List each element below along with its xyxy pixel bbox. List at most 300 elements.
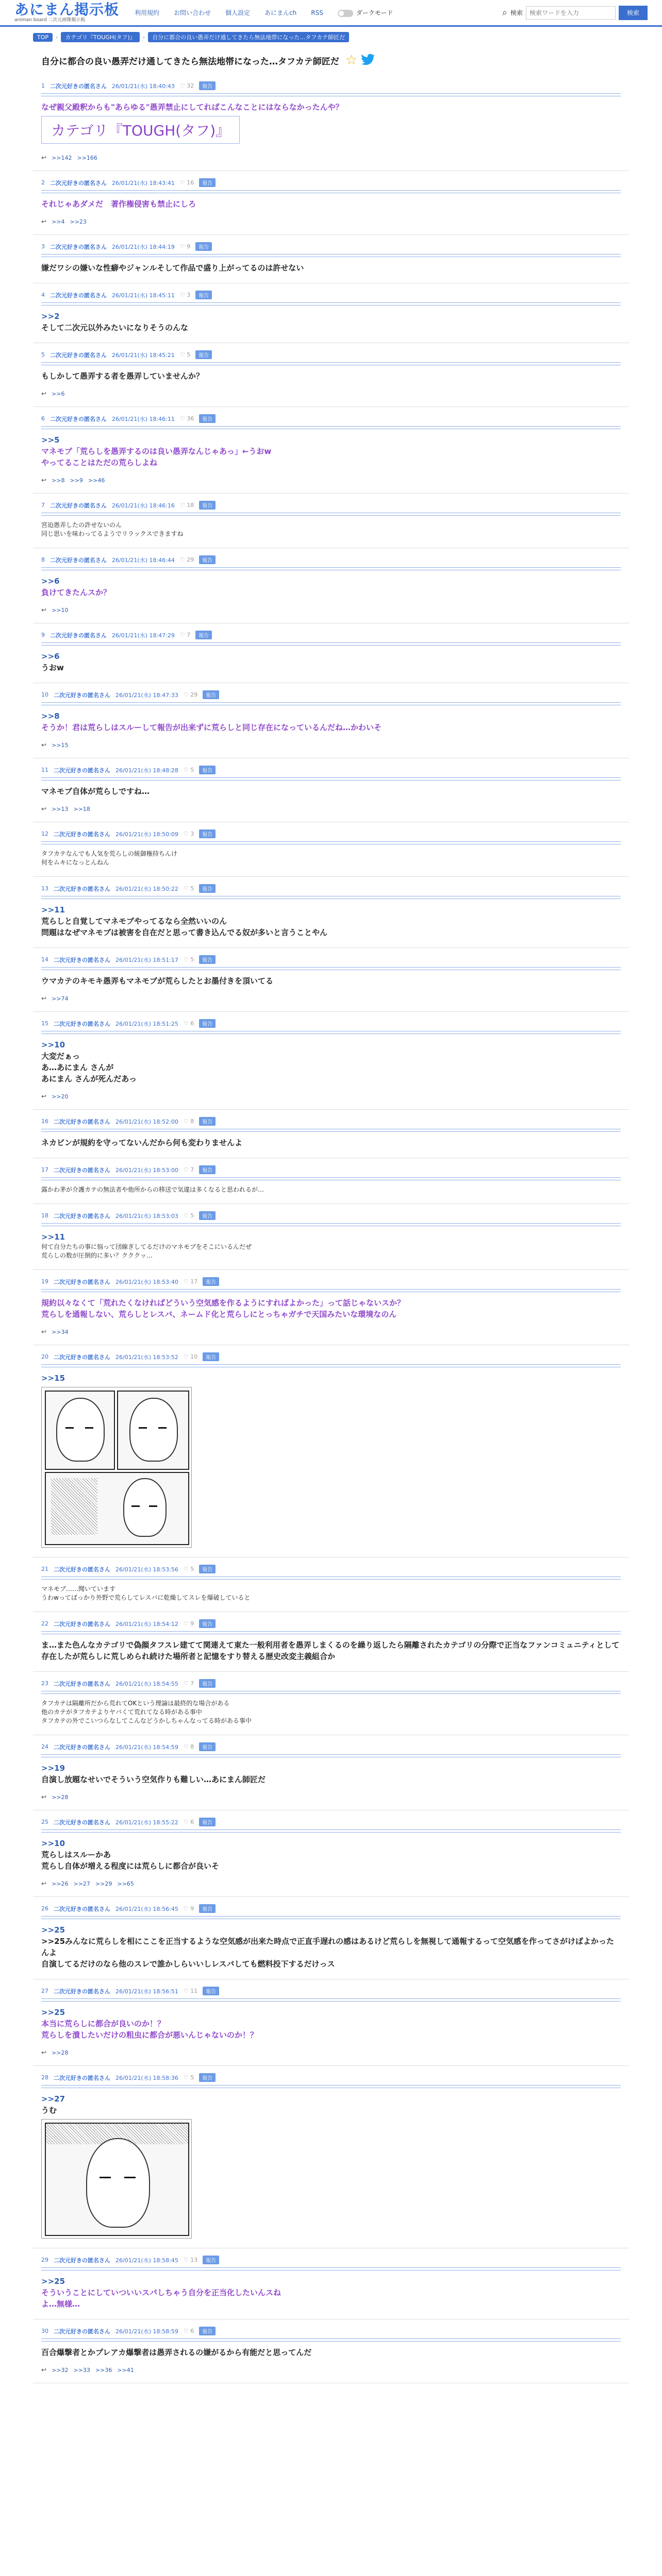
breadcrumb-thread[interactable]: 自分に都合の良い愚弄だけ通してきたら無法地帯になった…タフカテ師匠だ — [148, 32, 349, 42]
post-text: ネカビンが規約を守ってないんだから何も変わりませんよ — [41, 1138, 243, 1147]
site-logo[interactable] — [14, 2, 119, 23]
post — [33, 1897, 629, 1979]
post-number[interactable]: 14 — [41, 956, 48, 963]
post-meta — [41, 1818, 621, 1826]
nav-animanch[interactable]: あにまんch — [264, 9, 297, 16]
like-button[interactable] — [184, 1988, 197, 1994]
post-line — [41, 198, 621, 210]
post-meta — [41, 2327, 621, 2335]
reply-link[interactable]: >>36 — [95, 2366, 112, 2374]
heart-icon: ♡ — [183, 1905, 189, 1912]
post-anchor-link[interactable]: >>8 — [41, 711, 60, 721]
like-count: 29 — [190, 691, 198, 698]
like-count: 5 — [190, 1212, 194, 1219]
like-button[interactable] — [180, 82, 194, 89]
post-number[interactable]: 12 — [41, 831, 48, 837]
post-divider — [41, 567, 621, 570]
post-replies — [41, 2049, 621, 2056]
report-button[interactable]: 報告 — [199, 1818, 216, 1826]
twitter-share-icon[interactable] — [361, 54, 375, 67]
reply-link[interactable]: >>26 — [52, 1880, 69, 1887]
post-anchor-link[interactable]: >>5 — [41, 435, 60, 445]
report-button[interactable]: 報告 — [195, 350, 212, 359]
post-author: 二次元好きの匿名さん — [54, 1905, 110, 1912]
post-text: 自演してるだけのなら他のスレで誰かしらいいしレスバしても燃料投下するだけっス — [41, 1959, 335, 1969]
post-line — [41, 1231, 621, 1243]
post-line — [41, 1762, 621, 1774]
reply-icon: ↩ — [41, 1880, 47, 1887]
reply-link[interactable]: >>32 — [52, 2366, 69, 2374]
post-text: そして二次元以外みたいになりそうのんな — [41, 323, 189, 332]
post-author: 二次元好きの匿名さん — [54, 1819, 110, 1826]
reply-link[interactable]: >>20 — [52, 1093, 69, 1100]
like-button[interactable] — [184, 2074, 194, 2081]
like-button[interactable] — [184, 1278, 197, 1285]
post-text: ま…また色んなカテゴリで偽顔タフスレ建てて関連えて東た一般利用者を愚弄しまくるのを繰り返したら隔離されたカテゴリの分際で正当なファンコミュニティとして存在したが荒らしに荒しめられ続けた場所者と記憶をすり替える歴史改変主義組合か — [41, 1640, 620, 1661]
post-anchor-link[interactable]: >>6 — [41, 652, 60, 661]
post-line — [41, 1860, 621, 1872]
like-button[interactable] — [184, 1118, 194, 1125]
like-button[interactable] — [184, 2257, 197, 2263]
reply-link[interactable]: >>33 — [73, 2366, 90, 2374]
report-button[interactable]: 報告 — [199, 414, 216, 423]
search-input[interactable] — [526, 6, 616, 20]
post-line — [41, 322, 621, 333]
post-number[interactable]: 2 — [41, 179, 45, 186]
like-button[interactable] — [184, 1620, 194, 1627]
post-number[interactable]: 26 — [41, 1905, 48, 1912]
post-line — [41, 1849, 621, 1860]
post-line — [41, 530, 621, 538]
report-button[interactable]: 報告 — [203, 2256, 219, 2264]
like-button[interactable] — [180, 351, 190, 358]
like-count: 9 — [190, 1620, 194, 1627]
post-divider — [41, 254, 621, 257]
post-line — [41, 1717, 621, 1725]
manga-panel — [117, 1391, 189, 1470]
post-number[interactable]: 24 — [41, 1743, 48, 1750]
post — [33, 2319, 629, 2383]
post-divider — [41, 1916, 621, 1919]
nav-settings[interactable]: 個人設定 — [225, 9, 251, 16]
reply-link[interactable]: >>4 — [52, 218, 65, 225]
heart-icon: ♡ — [183, 1819, 189, 1825]
report-button[interactable]: 報告 — [199, 1904, 216, 1913]
post — [33, 2066, 629, 2248]
post — [33, 494, 629, 548]
post-number[interactable]: 3 — [41, 243, 45, 250]
header-nav — [135, 8, 393, 17]
post-text: 荒らしはスルーかあ — [41, 1850, 111, 1859]
post-number[interactable]: 18 — [41, 1212, 48, 1219]
like-count: 10 — [190, 1353, 198, 1360]
post-line — [41, 904, 621, 916]
post-author: 二次元好きの匿名さん — [54, 885, 110, 892]
post-number[interactable]: 17 — [41, 1166, 48, 1173]
like-button[interactable] — [184, 1166, 194, 1173]
post-meta — [41, 2073, 621, 2082]
reply-icon: ↩ — [41, 2366, 47, 2374]
post-text: 負けてきたんスか？ — [41, 588, 111, 597]
post-date: 26/01/21(水) 18:47:29 — [112, 632, 175, 639]
post-divider — [41, 1031, 621, 1034]
breadcrumb-top[interactable]: TOP — [33, 33, 53, 42]
reply-link[interactable]: >>46 — [88, 477, 105, 484]
reply-icon: ↩ — [41, 154, 47, 161]
post — [33, 407, 629, 494]
report-button[interactable]: 報告 — [199, 1742, 216, 1751]
post-replies — [41, 1880, 621, 1887]
report-button[interactable]: 報告 — [199, 81, 216, 90]
heart-icon: ♡ — [179, 179, 185, 186]
heart-icon: ♡ — [183, 1278, 189, 1285]
heart-icon: ♡ — [179, 415, 185, 422]
post-line — [41, 2276, 621, 2287]
post-line — [41, 2029, 621, 2041]
post-line — [41, 1838, 621, 1849]
post-anchor-link[interactable]: >>25 — [41, 2008, 65, 2017]
reply-link[interactable]: >>74 — [52, 995, 69, 1002]
search-area — [502, 6, 648, 20]
nav-terms[interactable]: 利用規約 — [135, 9, 160, 16]
manga-image[interactable] — [41, 2119, 192, 2239]
report-button[interactable]: 報告 — [199, 884, 216, 893]
post-text: タフカテの外でこいつらなしてこんなどうかしちゃんなってる時がある事中 — [41, 1717, 252, 1724]
post-number[interactable]: 15 — [41, 1020, 48, 1027]
like-button[interactable] — [184, 1353, 197, 1360]
post-divider — [41, 2085, 621, 2088]
like-count: 8 — [190, 1118, 194, 1125]
report-button[interactable]: 報告 — [199, 1165, 216, 1174]
post — [33, 1345, 629, 1557]
post-number[interactable]: 10 — [41, 691, 48, 698]
like-count: 6 — [190, 2328, 194, 2334]
post-number[interactable]: 19 — [41, 1278, 48, 1285]
report-button[interactable]: 報告 — [199, 2327, 216, 2335]
reply-link[interactable]: >>28 — [52, 2049, 69, 2056]
post — [33, 1158, 629, 1204]
reply-link[interactable]: >>15 — [52, 741, 69, 749]
post-divider — [41, 190, 621, 193]
post-author: 二次元好きの匿名さん — [54, 1566, 110, 1573]
like-count: 11 — [190, 1988, 198, 1994]
post-date: 26/01/21(水) 18:47:33 — [115, 691, 178, 699]
post-date: 26/01/21(水) 18:52:00 — [115, 1118, 178, 1125]
post-number[interactable]: 28 — [41, 2074, 48, 2081]
manga-panel — [45, 1472, 189, 1545]
post-number[interactable]: 16 — [41, 1118, 48, 1125]
post-line — [41, 587, 621, 598]
report-button[interactable]: 報告 — [199, 501, 216, 510]
like-button[interactable] — [180, 179, 194, 186]
report-button[interactable]: 報告 — [199, 1117, 216, 1126]
post-text: ウマカテのキモキ愚弄もマネモブが荒らしたとお墨付きを頂いてる — [41, 976, 274, 986]
like-button[interactable] — [180, 415, 194, 422]
post-number[interactable]: 23 — [41, 1680, 48, 1687]
post-text: うむ — [41, 2106, 57, 2115]
like-button[interactable] — [184, 1905, 194, 1912]
like-button[interactable] — [180, 243, 190, 250]
nav-rss[interactable]: RSS — [311, 9, 323, 16]
heart-icon: ♡ — [183, 1743, 189, 1750]
like-button[interactable] — [184, 1020, 194, 1027]
reply-icon: ↩ — [41, 1328, 47, 1335]
heart-icon: ♡ — [183, 1020, 189, 1027]
post-replies — [41, 1328, 621, 1335]
like-button[interactable] — [184, 1743, 194, 1750]
like-button[interactable] — [184, 956, 194, 963]
post-divider — [41, 513, 621, 516]
post-line — [41, 1585, 621, 1594]
post — [33, 235, 629, 283]
like-button[interactable] — [180, 632, 190, 638]
like-button[interactable] — [184, 2328, 194, 2334]
reply-link[interactable]: >>41 — [117, 2366, 134, 2374]
reply-link[interactable]: >>6 — [52, 390, 65, 397]
heart-icon: ♡ — [179, 243, 185, 250]
manga-image[interactable] — [41, 1387, 192, 1548]
post-anchor-link[interactable]: >>15 — [41, 1374, 65, 1383]
like-button[interactable] — [184, 1212, 194, 1219]
reply-link[interactable]: >>34 — [52, 1328, 69, 1335]
post-date: 26/01/21(水) 18:50:09 — [115, 831, 178, 838]
nav-contact[interactable]: お問い合わせ — [174, 9, 211, 16]
report-button[interactable]: 報告 — [199, 1565, 216, 1573]
post-number[interactable]: 9 — [41, 632, 45, 638]
post-replies — [41, 218, 621, 225]
reply-link[interactable]: >>8 — [52, 477, 65, 484]
like-button[interactable] — [184, 1566, 194, 1572]
reply-link[interactable]: >>29 — [95, 1880, 112, 1887]
post — [33, 822, 629, 877]
post-line — [41, 370, 621, 382]
post-number[interactable]: 27 — [41, 1988, 48, 1994]
reply-link[interactable]: >>13 — [52, 805, 69, 812]
toggle-switch-icon — [338, 10, 353, 17]
reply-link[interactable]: >>18 — [73, 805, 90, 812]
post-anchor-link[interactable]: >>25 — [41, 2277, 65, 2286]
post-line — [41, 651, 621, 662]
report-button[interactable]: 報告 — [195, 242, 212, 251]
reply-link[interactable]: >>10 — [52, 606, 69, 614]
post-author: 二次元好きの匿名さん — [50, 556, 107, 564]
like-button[interactable] — [184, 767, 194, 773]
post-text: 同じ思いを味わってるようでリラックスできますね — [41, 530, 184, 537]
report-button[interactable]: 報告 — [199, 829, 216, 838]
breadcrumb-category[interactable]: カテゴリ『TOUGH(タフ)』 — [61, 32, 139, 42]
like-count: 5 — [187, 351, 191, 358]
post-date: 26/01/21(水) 18:50:22 — [115, 885, 178, 892]
report-button[interactable]: 報告 — [199, 178, 216, 187]
post-anchor-link[interactable]: >>10 — [41, 1040, 65, 1049]
heart-icon: ♡ — [179, 632, 185, 638]
post-line — [41, 311, 621, 322]
reply-icon: ↩ — [41, 741, 47, 749]
report-button[interactable]: 報告 — [203, 1987, 219, 1995]
search-button[interactable]: 検索 — [619, 6, 648, 20]
reply-icon: ↩ — [41, 995, 47, 1002]
post-replies — [41, 1093, 621, 1100]
like-count: 6 — [190, 1020, 194, 1027]
post-author: 二次元好きの匿名さん — [50, 502, 107, 509]
category-link[interactable]: カテゴリ『TOUGH(タフ)』 — [41, 116, 240, 144]
heart-icon: ♡ — [183, 885, 189, 892]
report-button[interactable]: 報告 — [199, 955, 216, 964]
heart-icon: ♡ — [183, 767, 189, 773]
post-author: 二次元好きの匿名さん — [54, 2074, 110, 2081]
report-button[interactable]: 報告 — [199, 555, 216, 564]
report-button[interactable]: 報告 — [203, 1352, 219, 1361]
report-button[interactable]: 報告 — [199, 1619, 216, 1628]
post — [33, 1612, 629, 1672]
heart-icon: ♡ — [183, 1620, 189, 1627]
post-date: 26/01/21(水) 18:46:44 — [112, 556, 175, 564]
report-button[interactable]: 報告 — [199, 1019, 216, 1028]
post-date: 26/01/21(水) 18:46:11 — [112, 415, 175, 422]
like-button[interactable] — [180, 292, 190, 298]
reply-link[interactable]: >>142 — [52, 154, 72, 161]
like-button[interactable] — [184, 831, 194, 837]
post-number[interactable]: 4 — [41, 292, 45, 298]
reply-link[interactable]: >>9 — [70, 477, 83, 484]
post-number[interactable]: 11 — [41, 767, 48, 773]
post-author: 二次元好きの匿名さん — [54, 1020, 110, 1027]
post-text: 荒らしを潰したいだけの粗虫に都合が悪いんじゃないのか！？ — [41, 2030, 258, 2040]
post — [33, 1810, 629, 1897]
like-button[interactable] — [184, 885, 194, 892]
report-button[interactable]: 報告 — [195, 631, 212, 639]
logo-text: あにまん掲示板 — [14, 1, 120, 18]
post-number[interactable]: 30 — [41, 2328, 48, 2334]
reply-link[interactable]: >>166 — [77, 154, 97, 161]
post-date: 26/01/21(水) 18:56:45 — [115, 1905, 178, 1912]
post-line — [41, 2018, 621, 2029]
post-anchor-link[interactable]: >>25 — [41, 1925, 65, 1935]
post-number[interactable]: 21 — [41, 1566, 48, 1572]
post-author: 二次元好きの匿名さん — [54, 1118, 110, 1125]
report-button[interactable]: 報告 — [203, 1277, 219, 1286]
reply-link[interactable]: >>23 — [70, 218, 87, 225]
report-button[interactable]: 報告 — [199, 2073, 216, 2082]
post — [33, 1270, 629, 1345]
post-author: 二次元好きの匿名さん — [50, 82, 107, 90]
post-date: 26/01/21(水) 18:40:43 — [112, 82, 175, 90]
post-line — [41, 1039, 621, 1050]
post-anchor-link[interactable]: >>2 — [41, 312, 60, 321]
like-button[interactable] — [180, 556, 194, 563]
post-text: 露かわ茅が介護カテの無法者や他所からの移送で気違は多くなると思われるが… — [41, 1186, 264, 1193]
like-button[interactable] — [180, 502, 194, 509]
post-text: 荒らしと自覚してマネモブやってるなら全然いいのん — [41, 917, 227, 926]
post-anchor-link[interactable]: >>11 — [41, 1232, 65, 1242]
like-button[interactable] — [184, 691, 197, 698]
heart-icon: ♡ — [179, 292, 185, 298]
post — [33, 171, 629, 235]
post-line — [41, 2287, 621, 2298]
post-date: 26/01/21(水) 18:58:59 — [115, 2328, 178, 2335]
post-number[interactable]: 8 — [41, 556, 45, 563]
post-divider — [41, 426, 621, 429]
like-count: 8 — [190, 1743, 194, 1750]
heart-icon: ♡ — [183, 2257, 189, 2263]
post-author: 二次元好きの匿名さん — [50, 179, 107, 187]
report-button[interactable]: 報告 — [199, 1679, 216, 1688]
dark-mode-toggle[interactable] — [338, 8, 393, 17]
post-meta — [41, 178, 621, 187]
favorite-star-icon[interactable]: ☆ — [345, 53, 358, 68]
post-number[interactable]: 5 — [41, 351, 45, 358]
post-author: 二次元好きの匿名さん — [50, 351, 107, 359]
like-count: 3 — [190, 831, 194, 837]
reply-icon: ↩ — [41, 390, 47, 397]
report-button[interactable]: 報告 — [195, 291, 212, 299]
post-replies — [41, 1793, 621, 1801]
post-text: なぜ親父殿釈からも"あらゆる"愚弄禁止にしてればこんなことにはならなかったんや？ — [41, 103, 343, 112]
report-button[interactable]: 報告 — [199, 1211, 216, 1220]
post-divider — [41, 702, 621, 705]
search-scope[interactable]: 検索 — [510, 9, 523, 16]
post-number[interactable]: 6 — [41, 415, 45, 422]
heart-icon: ♡ — [183, 2074, 189, 2081]
post-line — [41, 2105, 621, 2116]
post-number[interactable]: 20 — [41, 1353, 48, 1360]
like-button[interactable] — [184, 1680, 194, 1687]
post-number[interactable]: 29 — [41, 2257, 48, 2263]
reply-link[interactable]: >>27 — [73, 1880, 90, 1887]
post-number[interactable]: 1 — [41, 82, 45, 89]
post-line — [41, 1309, 621, 1320]
post-meta — [41, 1165, 621, 1174]
post-number[interactable]: 25 — [41, 1819, 48, 1825]
heart-icon: ♡ — [179, 556, 185, 563]
like-count: 13 — [190, 2257, 198, 2263]
reply-link[interactable]: >>28 — [52, 1793, 69, 1801]
post — [33, 683, 629, 758]
post-line — [41, 2347, 621, 2358]
post-line — [41, 2007, 621, 2018]
post-meta — [41, 291, 621, 299]
like-count: 5 — [190, 767, 194, 773]
post-replies — [41, 2366, 621, 2374]
post-line — [41, 1372, 621, 1384]
post — [33, 74, 629, 171]
post-meta — [41, 955, 621, 964]
manga-face — [56, 1398, 105, 1462]
post-meta — [41, 555, 621, 564]
post-anchor-link[interactable]: >>27 — [41, 2094, 65, 2104]
report-button[interactable]: 報告 — [199, 766, 216, 774]
like-count: 32 — [187, 82, 194, 89]
post-number[interactable]: 22 — [41, 1620, 48, 1627]
post-anchor-link[interactable]: >>19 — [41, 1764, 65, 1773]
post — [33, 2248, 629, 2319]
post-anchor-link[interactable]: >>11 — [41, 905, 65, 914]
like-count: 7 — [190, 1166, 194, 1173]
post-anchor-link[interactable]: >>6 — [41, 577, 60, 586]
post-anchor-link[interactable]: >>10 — [41, 1839, 65, 1848]
post — [33, 1672, 629, 1735]
report-button[interactable]: 報告 — [203, 690, 219, 699]
post-divider — [41, 1177, 621, 1180]
post-number[interactable]: 7 — [41, 502, 45, 509]
post-author: 二次元好きの匿名さん — [54, 1278, 110, 1285]
reply-link[interactable]: >>65 — [117, 1880, 134, 1887]
post-number[interactable]: 13 — [41, 885, 48, 892]
post-meta — [41, 1277, 621, 1286]
like-button[interactable] — [184, 1819, 194, 1825]
post-meta — [41, 1679, 621, 1688]
post-meta — [41, 1019, 621, 1028]
